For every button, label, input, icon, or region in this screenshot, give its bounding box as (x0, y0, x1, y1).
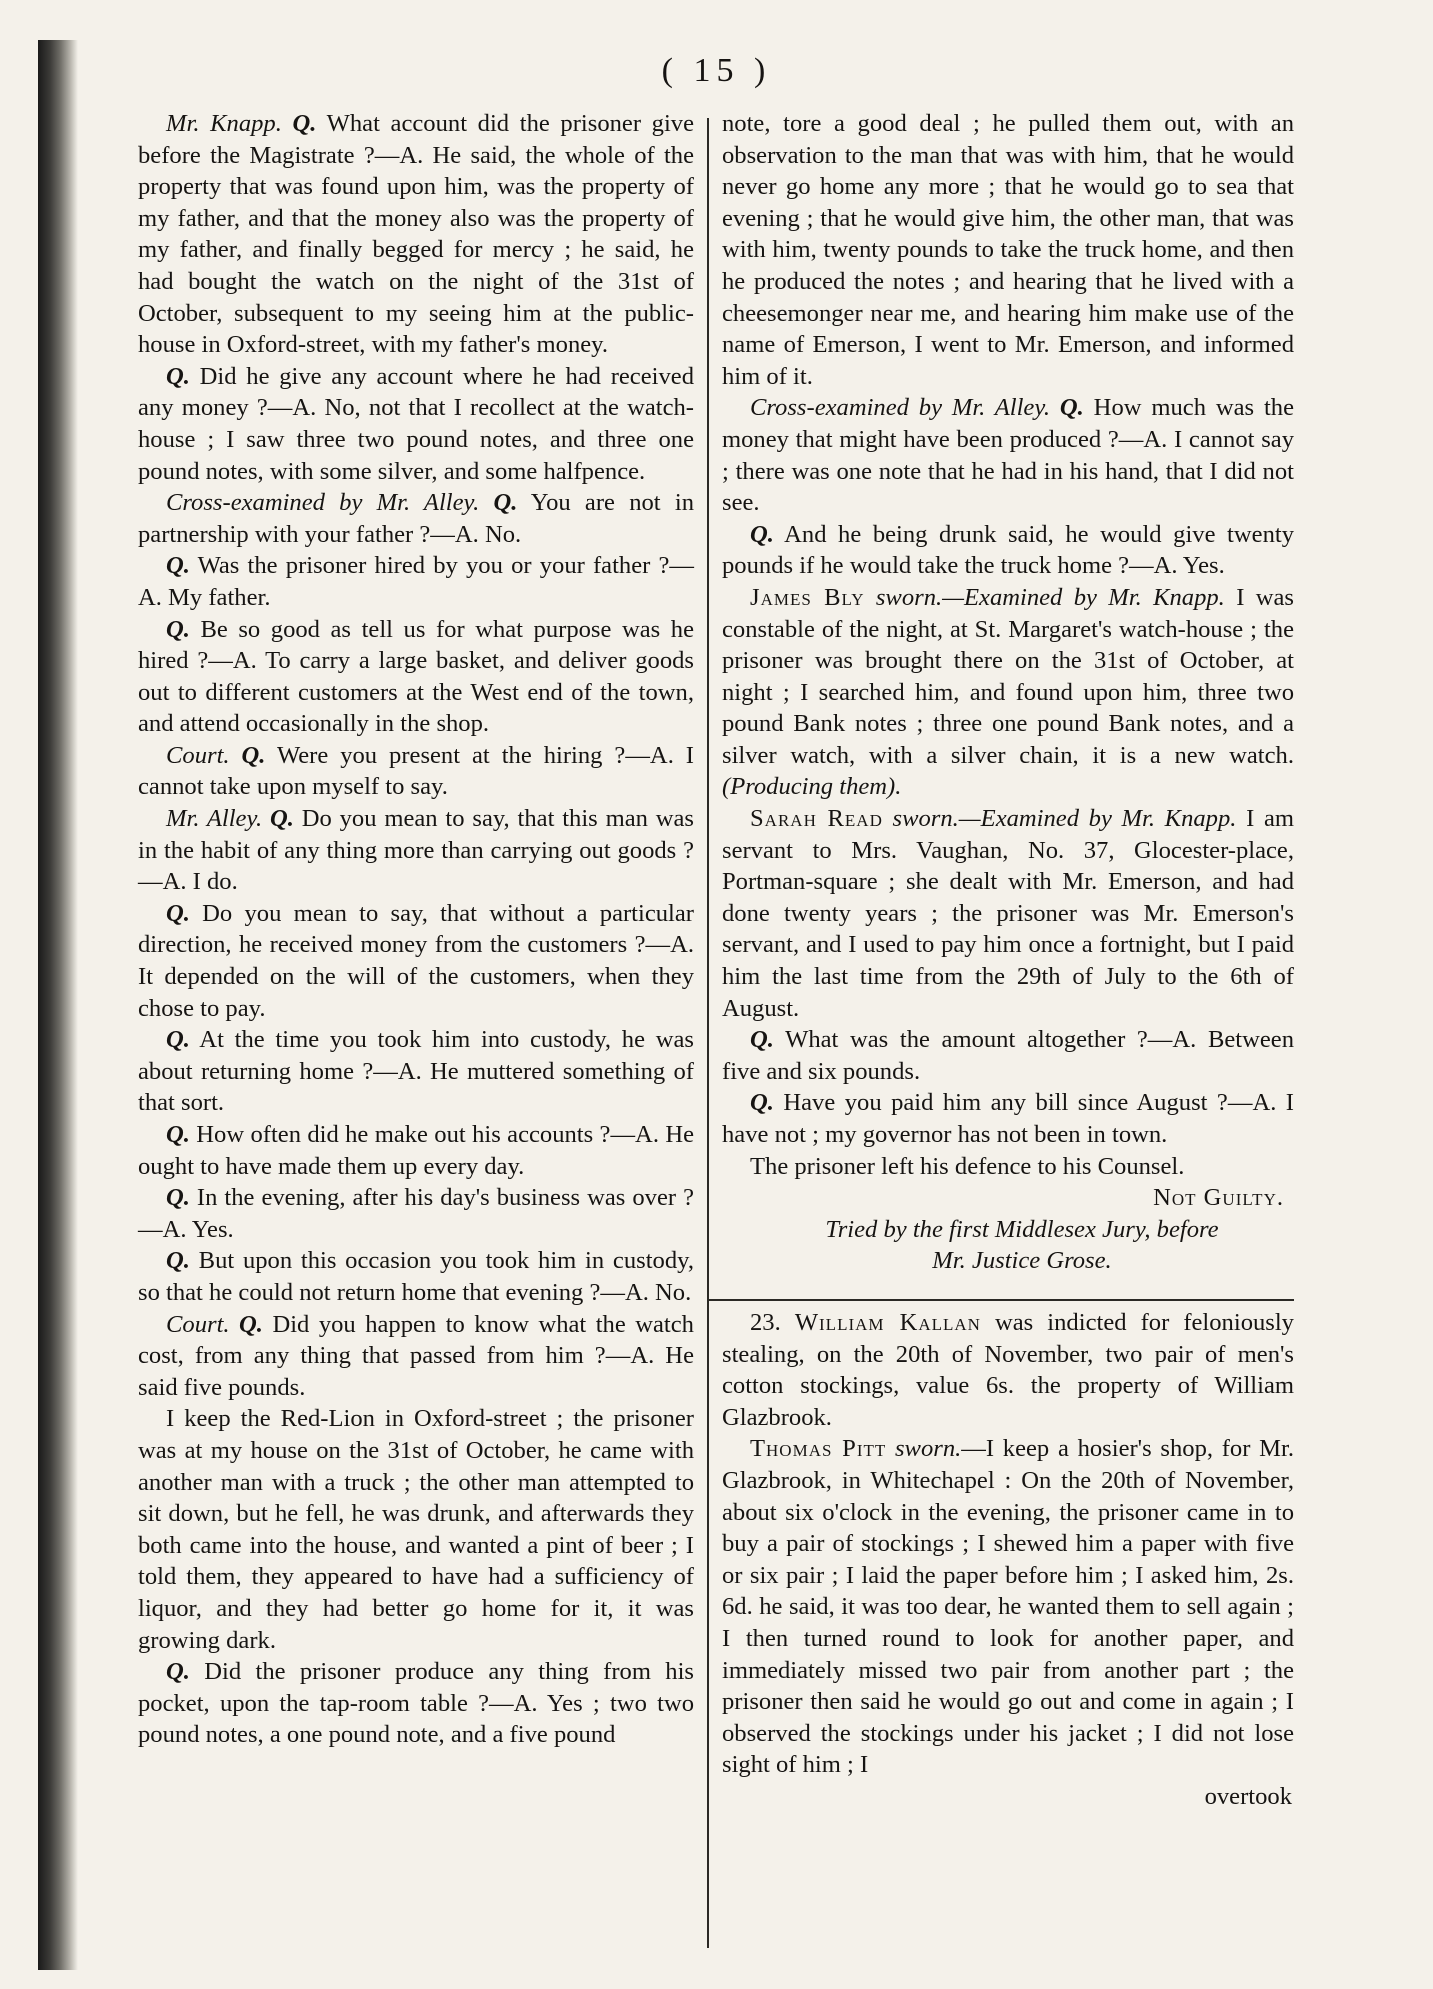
question-marker: Q. (241, 741, 266, 769)
paragraph-text: I was constable of the night, at St. Margaret's watch-house ; the prisoner was brought there on the 31st of October, at night ; I searched him, and found upon him, three two pound Bank notes ; three one pound Bank notes, and a silver watch, with a silver chain, it is a new watch. (722, 583, 1294, 769)
question-paragraph (138, 898, 694, 1024)
case-separator (708, 1299, 1294, 1301)
question-marker: Q. (493, 489, 518, 517)
paragraph-text: The prisoner left his defence to his Counsel. (750, 1152, 1185, 1180)
paragraph-text: Do you mean to say, that without a particular direction, he received money from the customers ?—A. It depended on the will of the customers, when they chose to pay. (138, 899, 694, 1022)
column-divider (707, 118, 709, 1948)
paragraph-text: In the evening, after his day's business was over ?—A. Yes. (138, 1184, 694, 1243)
paragraph-text: What account did the prisoner give before the Magistrate ?—A. He said, the whole of the property that was found upon him, was the property of my father, and that the money also was the property of my father, and finally begged for mercy ; he said, he had bought the watch on the night of the 31st of October, subsequent to my seeing him at the public-house in Oxford-street, with my father's money. (138, 110, 694, 359)
paragraph-text: Did he give any account where he had received any money ?—A. No, not that I recollect at the watch-house ; I saw three two pound notes, and three one pound notes, with some silver, and some halfpence. (138, 362, 694, 485)
question-paragraph (722, 519, 1294, 582)
catchword-text: overtook (1204, 1782, 1292, 1810)
speaker-label: Cross-examined by Mr. Alley. (750, 394, 1051, 422)
continued-paragraph (722, 108, 1294, 392)
question-marker: Q. (166, 1026, 190, 1054)
question-marker: Q. (166, 899, 190, 927)
left-column (138, 108, 694, 1751)
paragraph-text: I am servant to Mrs. Vaughan, No. 37, Glocester-place, Portman-square ; she dealt with Mr. Emerson, and had done twenty years ; the prisoner was Mr. Emerson's servant, and I used to pay him once a fortnight, but I paid him the last time from the 29th of July to the 6th of August. (722, 805, 1294, 1022)
catchword (722, 1781, 1294, 1813)
paragraph-text: was indicted for feloniously stealing, on the 20th of November, two pair of men's cotton stockings, value 6s. the property of William Glazbrook. (722, 1308, 1294, 1431)
witness-paragraph (722, 582, 1294, 803)
question-marker: Q. (166, 1121, 190, 1148)
paragraph-text: Be so good as tell us for what purpose was he hired ?—A. To carry a large basket, and deliver goods out to different customers at the West end of the town, and attend occasionally in the shop. (138, 615, 694, 738)
speaker-label: Court. (166, 1310, 230, 1338)
sworn-label: sworn.—Examined by Mr. Knapp. (864, 583, 1225, 611)
paragraph-text: How much was the money that might have been produced ?—A. I cannot say ; there was one note that he had in his hand, that I did not see. (722, 394, 1294, 517)
paragraph-text: note, tore a good deal ; he pulled them out, with an observation to the man that was with him, that he would never go home any more ; that he would go to sea that evening ; that he would give him, the other man, that was with him, twenty pounds to take the truck home, and then he produced the notes ; and hearing that he lived with a cheesemonger near me, and hearing him make use of the name of Emerson, I went to Mr. Emerson, and informed him of it. (722, 110, 1294, 390)
sworn-label: sworn.—Examined by Mr. Knapp. (882, 805, 1237, 833)
witness-paragraph (722, 1433, 1294, 1781)
question-paragraph (138, 1245, 694, 1308)
tried-text: Tried by the first Middlesex Jury, before (825, 1215, 1219, 1243)
question-marker: Q. (166, 552, 190, 580)
paragraph-text: But upon this occasion you took him in custody, so that he could not return home that evening ?—A. No. (138, 1247, 694, 1306)
speaker-label: Court. (166, 741, 230, 769)
defendant-name: William Kallan (794, 1308, 981, 1336)
case-number: 23. (750, 1308, 781, 1336)
question-paragraph (138, 108, 694, 361)
paragraph-text: What was the amount altogether ?—A. Between five and six pounds. (722, 1026, 1294, 1085)
witness-name: Thomas Pitt (750, 1435, 887, 1463)
question-marker: Q. (166, 1184, 190, 1212)
question-paragraph (722, 1024, 1294, 1087)
question-marker: Q. (166, 1658, 190, 1686)
witness-name: James Bly (750, 583, 865, 611)
paragraph-text: Were you present at the hiring ?—A. I cannot take upon myself to say. (138, 741, 694, 801)
judge-text: Mr. Justice Grose. (932, 1247, 1112, 1275)
question-paragraph (722, 392, 1294, 518)
question-marker: Q. (292, 110, 317, 137)
question-paragraph (138, 361, 694, 487)
question-paragraph (138, 1656, 694, 1751)
question-paragraph (138, 487, 694, 550)
question-paragraph (722, 1087, 1294, 1150)
speaker-label: Mr. Alley. (166, 805, 263, 833)
tried-by-line (722, 1214, 1294, 1246)
case-heading-paragraph (722, 1307, 1294, 1433)
judge-line (722, 1245, 1294, 1277)
verdict (722, 1182, 1294, 1214)
paragraph-text: Did the prisoner produce any thing from his pocket, upon the tap-room table ?—A. Yes ; two two pound notes, a one pound note, and a five pound (138, 1658, 694, 1749)
paragraph-text: I keep the Red-Lion in Oxford-street ; the prisoner was at my house on the 31st of October, he came with another man with a truck ; the other man attempted to sit down, but he fell, he was drunk, and afterwards they both came into the house, and wanted a pint of beer ; I told them, they appeared to have had a sufficiency of liquor, and they had better go home for it, it was growing dark. (138, 1405, 694, 1654)
question-paragraph (138, 740, 694, 803)
question-marker: Q. (750, 520, 774, 548)
paragraph-text: Do you mean to say, that this man was in the habit of any thing more than carrying out goods ?—A. I do. (138, 805, 694, 896)
question-paragraph (138, 1309, 694, 1404)
paragraph-text: You are not in partnership with your father ?—A. No. (138, 489, 695, 548)
paragraph-text: How often did he make out his accounts ?—A. He ought to have made them up every day. (138, 1121, 694, 1180)
witness-name: Sarah Read (750, 805, 883, 833)
paragraph-text: And he being drunk said, he would give twenty pounds if he would take the truck home ?—A. Yes. (722, 520, 1294, 580)
paragraph-text: Did you happen to know what the watch cost, from any thing that passed from him ?—A. He said five pounds. (138, 1310, 694, 1401)
question-paragraph (138, 803, 694, 898)
paragraph-text: At the time you took him into custody, he was about returning home ?—A. He muttered something of that sort. (138, 1026, 694, 1117)
page-number: ( 15 ) (661, 52, 772, 89)
aside-text: (Producing them). (722, 773, 902, 801)
question-paragraph (138, 614, 694, 740)
book-spine-shadow (38, 40, 78, 1970)
question-paragraph (138, 1119, 694, 1182)
question-marker: Q. (166, 362, 190, 390)
witness-paragraph (722, 803, 1294, 1024)
paragraph-text: Was the prisoner hired by you or your father ?—A. My father. (138, 552, 694, 611)
question-paragraph (138, 1182, 694, 1245)
question-paragraph (138, 1403, 694, 1656)
paragraph-text: Have you paid him any bill since August ?—A. I have not ; my governor has not been in town. (722, 1089, 1294, 1148)
paragraph-text: —I keep a hosier's shop, for Mr. Glazbrook, in Whitechapel : On the 20th of November, about six o'clock in the evening, the prisoner came in to buy a pair of stockings ; I shewed him a paper with five or six pair ; I laid the paper before him ; I asked him, 2s. 6d. he said, it was too dear, he wanted them to sell again ; I then turned round to look for another paper, and immediately missed two pair from another part ; the prisoner then said he would go out and come in again ; I observed the stockings under his jacket ; I did not lose sight of him ; I (722, 1435, 1294, 1779)
question-paragraph (138, 1024, 694, 1119)
speaker-label: Cross-examined by Mr. Alley. (166, 489, 480, 517)
question-marker: Q. (750, 1026, 774, 1054)
question-marker: Q. (1059, 394, 1084, 422)
question-marker: Q. (166, 615, 190, 643)
question-marker: Q. (166, 1247, 190, 1275)
speaker-label: Mr. Knapp. (166, 110, 282, 137)
question-paragraph (138, 550, 694, 613)
question-marker: Q. (750, 1089, 774, 1117)
question-marker: Q. (270, 805, 294, 833)
sworn-label: sworn. (886, 1435, 962, 1463)
right-column (722, 108, 1294, 1812)
paragraph (722, 1151, 1294, 1183)
question-marker: Q. (239, 1310, 263, 1338)
verdict-text: Not Guilty. (1153, 1184, 1284, 1212)
